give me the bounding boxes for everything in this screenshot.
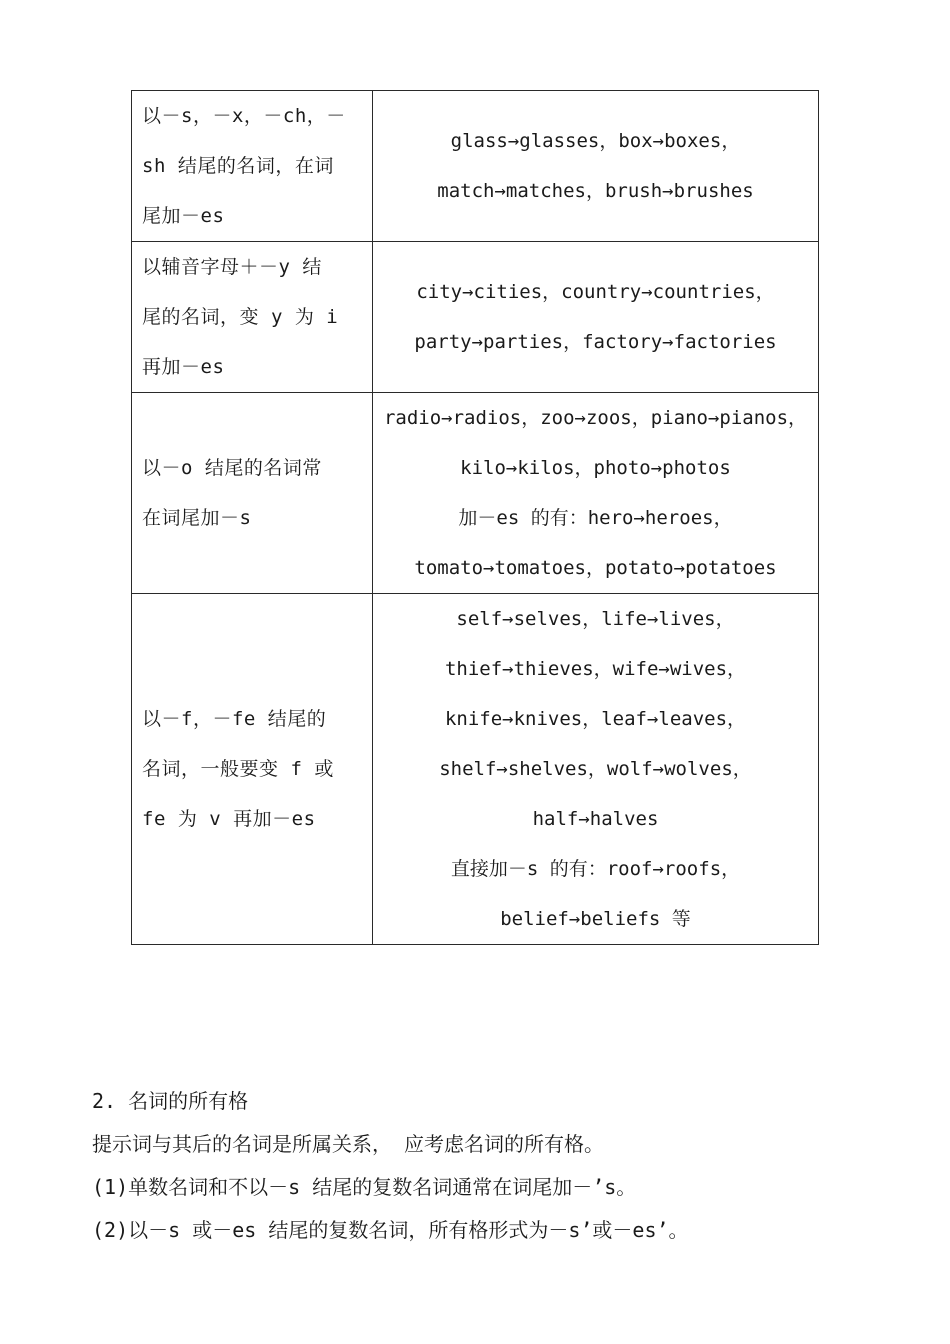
example-text: self→selves，life→lives， — [456, 608, 735, 630]
rule-text: 再加－es — [142, 356, 225, 378]
example-text: knife→knives，leaf→leaves， — [444, 708, 747, 730]
example-text: 直接加－s 的有：roof→roofs， — [450, 858, 741, 880]
example-text: belief→beliefs 等 — [500, 908, 691, 930]
rule-cell — [132, 91, 373, 242]
section-intro: 提示词与其后的名词是所属关系， 应考虑名词的所有格。 — [92, 1132, 605, 1156]
possessive-section — [92, 1080, 912, 1252]
rule-text: 以－s，－x，－ch，－ — [142, 105, 346, 127]
example-cell — [373, 393, 819, 594]
rule-cell — [132, 393, 373, 594]
example-text: kilo→kilos，photo→photos — [460, 457, 731, 479]
example-text: 加－es 的有：hero→heroes， — [458, 507, 733, 529]
example-text: party→parties，factory→factories — [414, 331, 777, 353]
example-text: glass→glasses，box→boxes， — [450, 130, 741, 152]
rule-text: 以－o 结尾的名词常 — [142, 457, 322, 479]
example-text: match→matches，brush→brushes — [437, 180, 754, 202]
example-text: tomato→tomatoes，potato→potatoes — [414, 557, 777, 579]
example-text: city→cities，country→countries， — [416, 281, 775, 303]
rule-text: 以辅音字母＋－y 结 — [142, 256, 322, 278]
example-cell — [373, 594, 819, 945]
rule-text: 名词，一般要变 f 或 — [142, 758, 334, 780]
example-cell — [373, 91, 819, 242]
rule-text: 尾加－es — [142, 205, 225, 227]
plural-rules-table — [131, 90, 819, 945]
table-row — [132, 594, 819, 945]
list-item: (2)以－s 或－es 结尾的复数名词，所有格形式为－s’或－es’。 — [92, 1218, 689, 1242]
rule-text: 尾的名词，变 y 为 i — [142, 306, 339, 328]
rule-cell — [132, 594, 373, 945]
example-text: thief→thieves，wife→wives， — [444, 658, 747, 680]
table-row — [132, 393, 819, 594]
rule-text: 在词尾加－s — [142, 507, 252, 529]
rule-text: sh 结尾的名词，在词 — [142, 155, 334, 177]
table-row — [132, 91, 819, 242]
example-cell — [373, 242, 819, 393]
rule-text: 以－f，－fe 结尾的 — [142, 708, 327, 730]
example-text: radio→radios，zoo→zoos，piano→pianos， — [383, 407, 808, 429]
example-text: half→halves — [532, 808, 659, 830]
section-heading: 2. 名词的所有格 — [92, 1089, 249, 1113]
list-item: (1)单数名词和不以－s 结尾的复数名词通常在词尾加－’s。 — [92, 1175, 637, 1199]
rule-cell — [132, 242, 373, 393]
rule-text: fe 为 v 再加－es — [142, 808, 316, 830]
table-row — [132, 242, 819, 393]
example-text: shelf→shelves，wolf→wolves， — [439, 758, 752, 780]
